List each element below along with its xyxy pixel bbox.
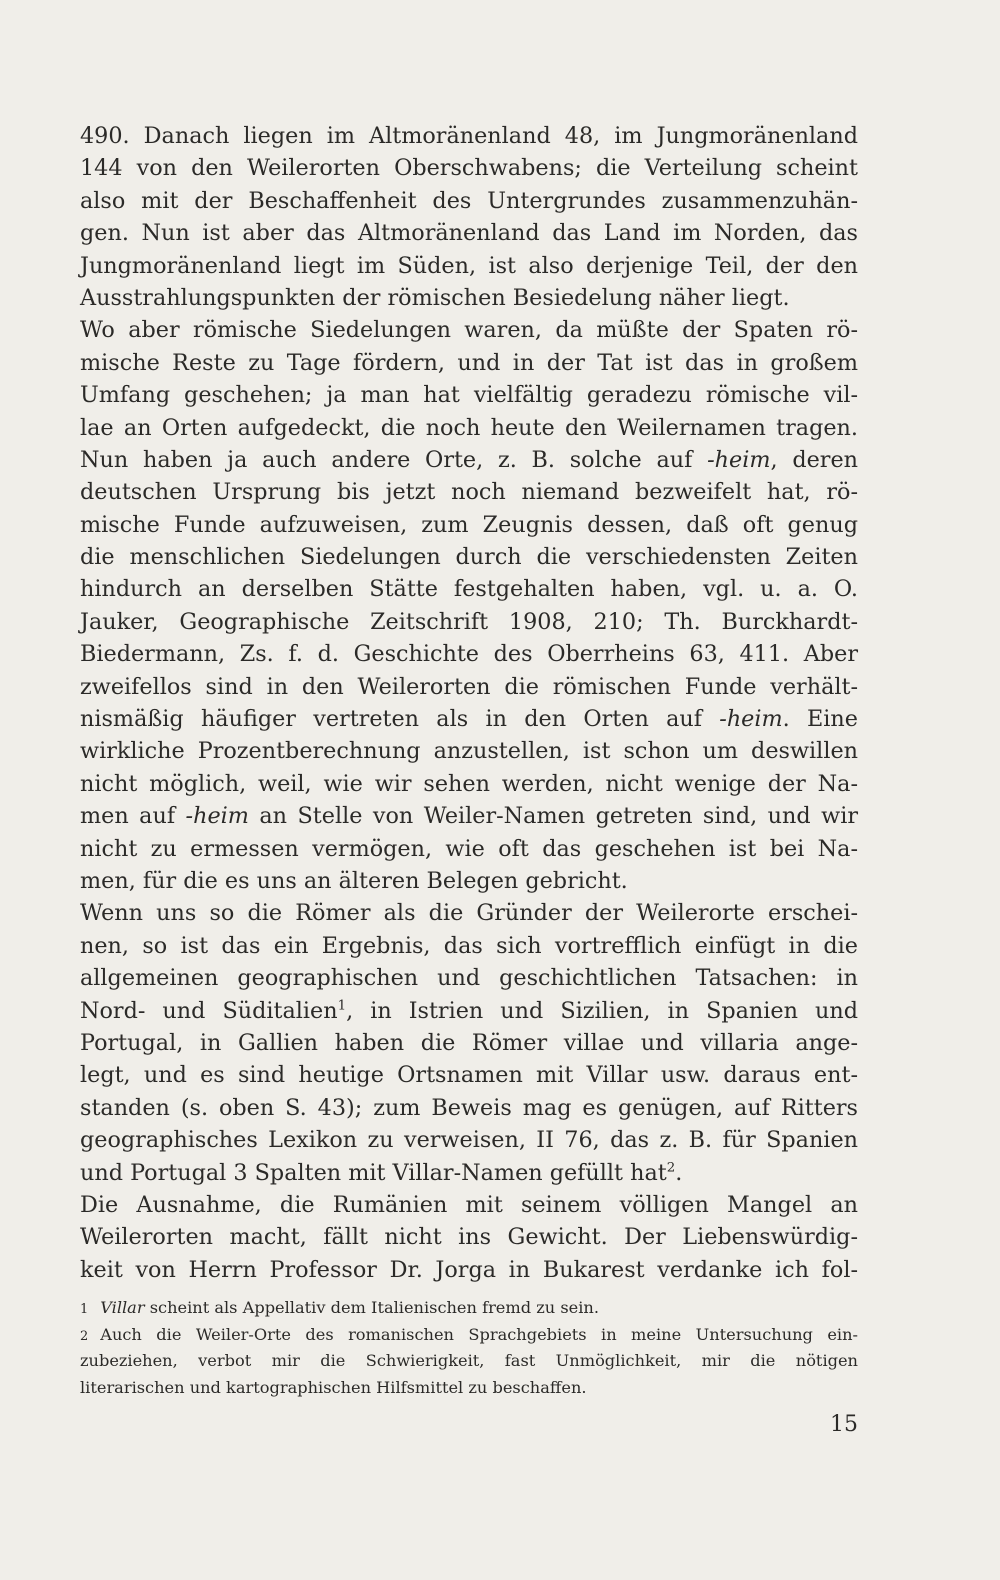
footnote-marker: 2 [80, 1328, 89, 1344]
text-line: Wenn uns so die Römer als die Gründer der Weilerorte erschei- [80, 900, 858, 927]
footnotes [80, 1295, 858, 1401]
text-line [80, 703, 858, 735]
text-line: die menschlichen Siedelungen durch die verschiedensten Zeiten [80, 544, 858, 571]
text-line: hindurch an derselben Stätte festgehalten haben, vgl. u. a. O. [80, 576, 858, 603]
text-line: Wo aber römische Siedelungen waren, da müßte der Spaten rö- [80, 317, 858, 344]
text-line: Die Ausnahme, die Rumänien mit seinem völligen Mangel an [80, 1191, 858, 1218]
text-line: wirkliche Prozentberechnung anzustellen, ist schon um deswillen [80, 738, 858, 765]
text-line: Weilerorten macht, fällt nicht ins Gewicht. Der Liebenswürdig- [80, 1224, 858, 1251]
text-line: zweifellos sind in den Weilerorten die römischen Funde verhält- [80, 673, 858, 700]
text-line: Jauker, Geographische Zeitschrift 1908, 210; Th. Burckhardt- [80, 608, 858, 635]
text-line: nicht zu ermessen vermögen, wie oft das geschehen ist bei Na- [80, 835, 858, 862]
text-line: mische Funde aufzuweisen, zum Zeugnis dessen, daß oft genug [80, 511, 858, 538]
footnote-reference: 1 [337, 998, 347, 1014]
footnote-line [80, 1322, 858, 1349]
text-line: 144 von den Weilerorten Oberschwabens; die Verteilung scheint [80, 155, 858, 182]
text-line: Biedermann, Zs. f. d. Geschichte des Oberrheins 63, 411. Aber [80, 641, 858, 668]
line-segment: , in Istrien und Sizilien, in Spanien und [346, 997, 858, 1024]
text-line: allgemeinen geographischen und geschichtlichen Tatsachen: in [80, 965, 858, 992]
page-number: 15 [830, 1412, 858, 1437]
text-line: Portugal, in Gallien haben die Römer villae und villaria ange- [80, 1029, 858, 1056]
footnote-line: literarischen und kartographischen Hilfsmittel zu beschaffen. [80, 1377, 587, 1397]
text-line [80, 800, 858, 832]
footnote-line: zubeziehen, verbot mir die Schwierigkeit, fast Unmöglichkeit, mir die nötigen [80, 1351, 858, 1370]
footnote-text: Auch die Weiler-Orte des romanischen Sprachgebiets in meine Untersuchung ein- [100, 1324, 858, 1344]
text-line: 490. Danach liegen im Altmoränenland 48, im Jungmoränenland [80, 123, 858, 149]
text-line: mische Reste zu Tage fördern, und in der Tat ist das in großem [80, 349, 858, 376]
text-line: deutschen Ursprung bis jetzt noch niemand bezweifelt hat, rö- [80, 479, 858, 506]
text-line: men, für die es uns an älteren Belegen gebricht. [80, 867, 628, 894]
line-segment: und Portugal 3 Spalten mit Villar-Namen gefüllt hat [80, 1159, 667, 1186]
text-line: Umfang geschehen; ja man hat vielfältig geradezu römische vil- [80, 382, 858, 409]
line-segment: scheint als Appellativ dem Italienischen fremd zu sein. [144, 1298, 599, 1317]
text-line: Ausstrahlungspunkten der römischen Besiedelung näher liegt. [80, 284, 790, 311]
body-text [80, 120, 858, 1286]
footnote-reference: 2 [666, 1160, 676, 1176]
text-line: keit von Herrn Professor Dr. Jorga in Bukarest verdanke ich fol- [80, 1256, 858, 1283]
line-segment: . Eine [782, 706, 858, 733]
line-segment: nismäßig häufiger vertreten als in den Orten auf [80, 706, 720, 733]
italic-term: -heim [707, 446, 771, 473]
text-line [80, 1157, 858, 1189]
footnote-line [80, 1295, 858, 1322]
text-line: gen. Nun ist aber das Altmoränenland das Land im Norden, das [80, 220, 858, 247]
text-line: standen (s. oben S. 43); zum Beweis mag es genügen, auf Ritters [80, 1094, 858, 1121]
text-line: lae an Orten aufgedeckt, die noch heute den Weilernamen tragen. [80, 414, 858, 441]
line-segment: Nord- und Süditalien [80, 997, 338, 1024]
line-segment: . [675, 1159, 683, 1186]
text-line [80, 444, 858, 476]
italic-term: -heim [719, 706, 783, 733]
text-line: nicht möglich, weil, wie wir sehen werden, nicht wenige der Na- [80, 770, 858, 797]
line-segment: Nun haben ja auch andere Orte, z. B. solche auf [80, 446, 708, 473]
footnote-marker: 1 [80, 1302, 89, 1317]
text-line: nen, so ist das ein Ergebnis, das sich vortrefflich einfügt in die [80, 932, 858, 959]
text-line: legt, und es sind heutige Ortsnamen mit Villar usw. daraus ent- [80, 1062, 858, 1089]
line-segment: men auf [80, 803, 186, 830]
text-line: geographisches Lexikon zu verweisen, II 76, das z. B. für Spanien [80, 1127, 858, 1154]
italic-term: -heim [185, 803, 249, 830]
line-segment: , deren [770, 446, 858, 473]
line-segment: an Stelle von Weiler-Namen getreten sind, und wir [248, 803, 858, 830]
text-line [80, 995, 858, 1027]
italic-term: Villar [100, 1298, 145, 1317]
text-line: Jungmoränenland liegt im Süden, ist also derjenige Teil, der den [80, 252, 858, 279]
text-line: also mit der Beschaffenheit des Untergrundes zusammenzuhän- [80, 187, 858, 214]
